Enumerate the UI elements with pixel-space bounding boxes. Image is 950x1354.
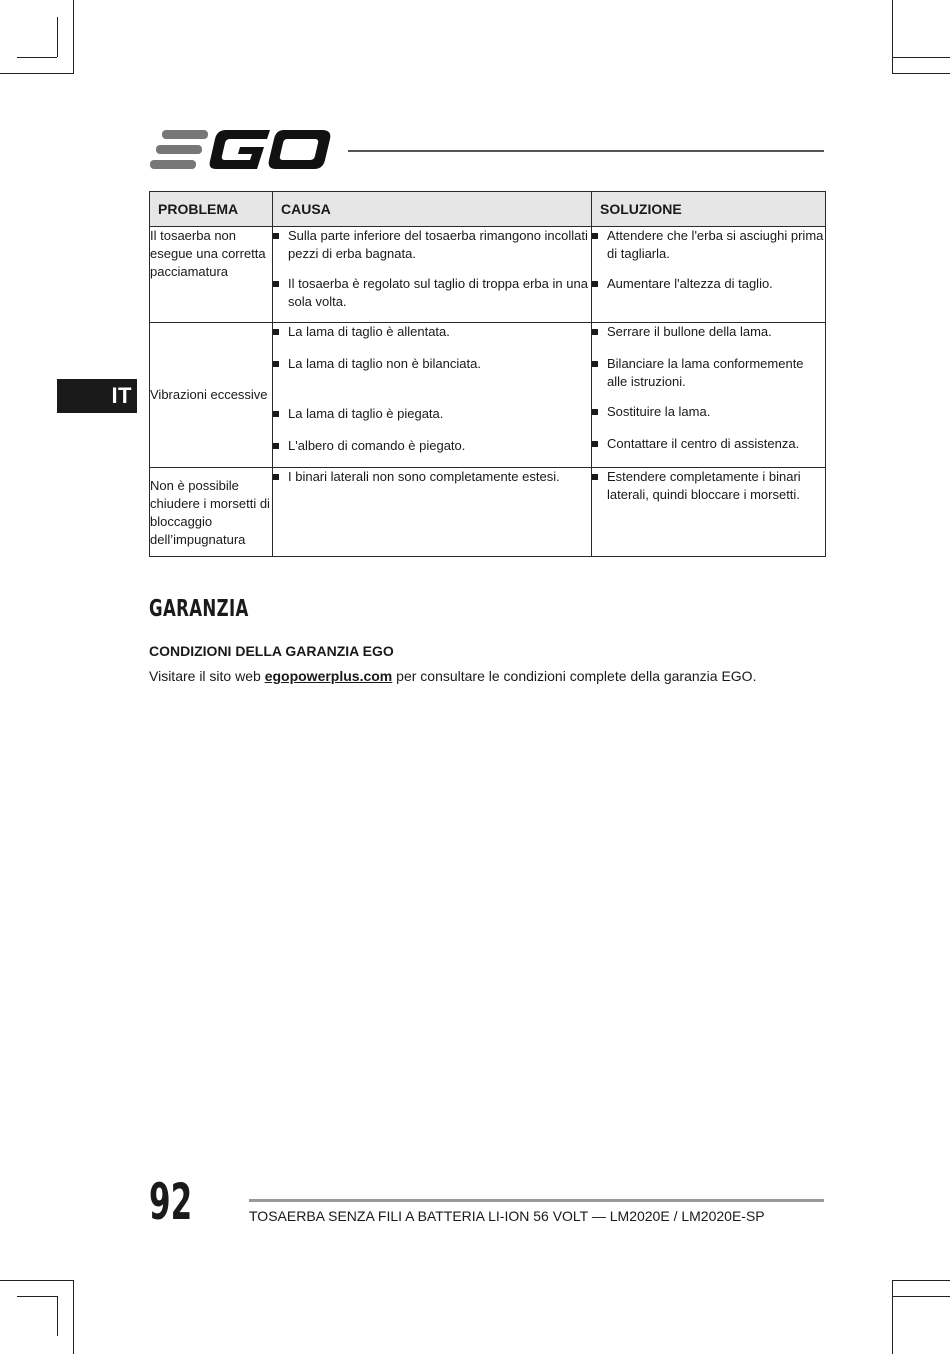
bullet-icon	[592, 361, 598, 367]
list-item: La lama di taglio è allentata.	[273, 323, 591, 341]
footer-rule	[249, 1199, 824, 1202]
header-rule	[348, 150, 824, 152]
crop-mark	[892, 0, 893, 74]
cause-cell	[273, 227, 592, 323]
troubleshooting-table	[149, 191, 826, 557]
table-row	[150, 227, 826, 323]
list-item: I binari laterali non sono completamente estesi.	[273, 468, 591, 486]
crop-mark	[17, 1296, 57, 1297]
table-row	[150, 468, 826, 557]
list-item: Serrare il bullone della lama.	[592, 323, 825, 341]
crop-mark	[892, 57, 950, 58]
bullet-icon	[273, 281, 279, 287]
bullet-icon	[592, 233, 598, 239]
warranty-link[interactable]: egopowerplus.com	[264, 668, 393, 684]
list-item: Sulla parte inferiore del tosaerba rimangono incollati pezzi di erba bagnata.	[273, 227, 591, 263]
warranty-subheading: CONDIZIONI DELLA GARANZIA EGO	[149, 643, 394, 659]
ego-logo	[150, 128, 332, 172]
crop-mark	[0, 73, 74, 74]
language-tab: IT	[57, 379, 137, 413]
header-causa: CAUSA	[273, 192, 592, 227]
list-item: Bilanciare la lama conformemente alle istruzioni.	[592, 355, 825, 391]
cause-cell	[273, 323, 592, 468]
crop-mark	[892, 1280, 950, 1281]
list-item: Aumentare l'altezza di taglio.	[592, 275, 825, 293]
bullet-icon	[592, 281, 598, 287]
list-item: Attendere che l'erba si asciughi prima di tagliarla.	[592, 227, 825, 263]
bullet-icon	[273, 443, 279, 449]
problem-cell: Il tosaerba non esegue una corretta pacciamatura	[150, 227, 273, 323]
crop-mark	[892, 1280, 893, 1354]
crop-mark	[57, 1296, 58, 1336]
list-item: La lama di taglio è piegata.	[273, 405, 591, 423]
bullet-icon	[592, 441, 598, 447]
bullet-icon	[273, 474, 279, 480]
solution-cell	[592, 468, 826, 557]
bullet-icon	[592, 409, 598, 415]
bullet-icon	[273, 411, 279, 417]
cause-cell	[273, 468, 592, 557]
bullet-icon	[592, 474, 598, 480]
crop-mark	[73, 1280, 74, 1354]
page-number: 92	[149, 1173, 193, 1231]
crop-mark	[17, 57, 57, 58]
solution-cell	[592, 323, 826, 468]
bullet-icon	[273, 361, 279, 367]
header-problema: PROBLEMA	[150, 192, 273, 227]
header-soluzione: SOLUZIONE	[592, 192, 826, 227]
list-item: La lama di taglio non è bilanciata.	[273, 355, 591, 373]
crop-mark	[73, 0, 74, 74]
list-item: Contattare il centro di assistenza.	[592, 435, 825, 453]
bullet-icon	[592, 329, 598, 335]
list-item: Sostituire la lama.	[592, 403, 825, 421]
table-row	[150, 323, 826, 468]
section-heading: GARANZIA	[149, 596, 249, 622]
footer-text: TOSAERBA SENZA FILI A BATTERIA LI-ION 56 VOLT — LM2020E / LM2020E-SP	[249, 1208, 765, 1224]
problem-cell: Vibrazioni eccessive	[150, 323, 273, 468]
bullet-icon	[273, 233, 279, 239]
crop-mark	[892, 1296, 950, 1297]
list-item: L'albero di comando è piegato.	[273, 437, 591, 455]
bullet-icon	[273, 329, 279, 335]
crop-mark	[57, 17, 58, 57]
problem-cell: Non è possibile chiudere i morsetti di bloccaggio dell’impugnatura	[150, 468, 273, 557]
crop-mark	[892, 73, 950, 74]
crop-mark	[0, 1280, 74, 1281]
list-item: Estendere completamente i binari laterali, quindi bloccare i morsetti.	[592, 468, 825, 504]
warranty-paragraph: Visitare il sito web egopowerplus.com per consultare le condizioni complete della garanzia EGO.	[149, 668, 757, 684]
list-item: Il tosaerba è regolato sul taglio di troppa erba in una sola volta.	[273, 275, 591, 311]
solution-cell	[592, 227, 826, 323]
